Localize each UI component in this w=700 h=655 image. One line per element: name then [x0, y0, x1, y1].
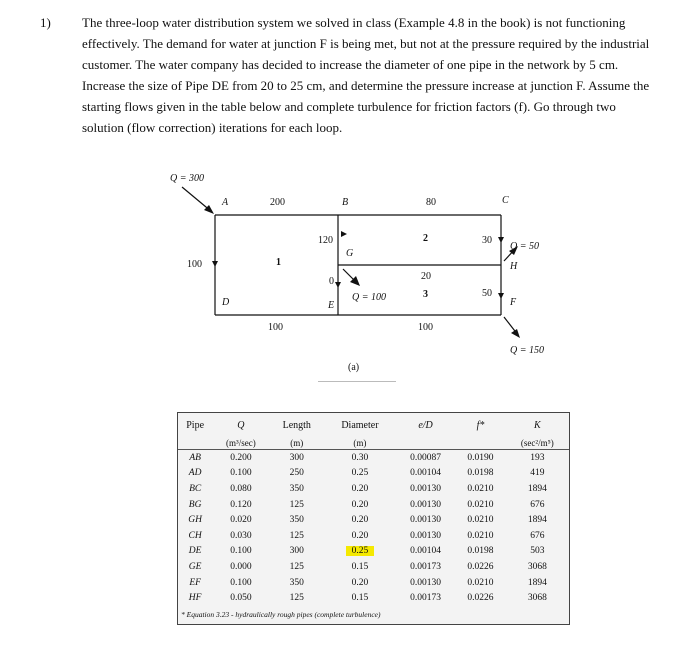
node-g-label: G [346, 248, 354, 259]
table-row: GE 0.000 125 0.15 0.00173 0.0226 3068 [188, 561, 547, 572]
flow-bg-arrow-icon [341, 231, 347, 237]
table-row: AB 0.200 300 0.30 0.00087 0.0190 193 [189, 452, 545, 463]
outflow-f-arrowhead [511, 329, 520, 338]
node-e-label: E [328, 300, 335, 311]
caption-divider [318, 381, 396, 382]
loop-3-label: 3 [423, 289, 428, 300]
table-row: DE 0.100 300 0.25 0.00104 0.0198 503 [188, 546, 545, 557]
table-row: BC 0.080 350 0.20 0.00130 0.0210 1894 [189, 483, 547, 494]
header-diameter: Diameter [341, 419, 379, 431]
flow-ge-arrow-icon [335, 282, 341, 288]
node-a-label: A [222, 197, 229, 208]
unit-k: (sec²/m⁵) [506, 437, 569, 450]
table-units-row [178, 437, 569, 450]
table-row: HF 0.050 125 0.15 0.00173 0.0226 3068 [188, 593, 547, 604]
header-pipe: Pipe [186, 419, 205, 431]
length-ef-label: 100 [418, 322, 433, 333]
header-friction-factor: f* [476, 419, 485, 431]
length-de-label: 100 [268, 322, 283, 333]
node-b-label: B [342, 197, 349, 208]
table-header-row [178, 413, 569, 437]
length-gh-label: 20 [421, 271, 431, 282]
inflow-label: Q = 300 [170, 173, 204, 184]
node-f-label: F [510, 297, 517, 308]
length-ad-label: 100 [187, 259, 202, 270]
table-row: AD 0.100 250 0.25 0.00104 0.0198 419 [188, 468, 545, 479]
flow-ad-arrow-icon [212, 261, 218, 267]
unit-diameter: (m) [324, 437, 396, 450]
flow-hf-arrow-icon [498, 293, 504, 299]
header-length: Length [282, 419, 311, 431]
node-d-label: D [222, 297, 230, 308]
flow-ch-arrow-icon [498, 237, 504, 243]
table-row: BG 0.120 125 0.20 0.00130 0.0210 676 [188, 499, 545, 510]
outflow-f-label: Q = 150 [510, 345, 544, 356]
loop-2-label: 2 [423, 233, 428, 244]
table-row: EF 0.100 350 0.20 0.00130 0.0210 1894 [189, 577, 547, 588]
length-ch-label: 30 [482, 235, 492, 246]
pipe-network-diagram [160, 165, 580, 375]
unit-friction-factor [455, 437, 505, 450]
pipe-data-table [177, 412, 570, 625]
diagram-caption: (a) [348, 362, 360, 373]
table-footnote: * Equation 3.23 - hydraulically rough pipes (complete turbulence) [181, 610, 381, 619]
length-bg-label: 120 [318, 235, 333, 246]
header-relative-roughness: e/D [418, 419, 433, 431]
length-ge-label: 0 [329, 276, 334, 287]
highlighted-diameter: 0.25 [346, 546, 375, 556]
loop-1-label: 1 [276, 257, 281, 268]
problem-statement [40, 12, 660, 138]
node-c-label: C [502, 195, 509, 206]
unit-pipe [178, 437, 212, 450]
problem-text: The three-loop water distribution system we solved in class (Example 4.8 in the book) is not functioning effectively. The demand for water at junction F is being met, but not at the pressure required by the industrial customer. The water company has decided to increase the diameter of one pipe in the network by 5 cm. Increase the size of Pipe DE from 20 to 25 cm, and determine the pressure increase at junction F. Assume the starting flows given in the table below and complete turbulence for friction factors (f). Go through two solution (flow correction) iterations for each loop. [82, 15, 650, 135]
header-k: K [533, 419, 541, 431]
length-hf-label: 50 [482, 288, 492, 299]
unit-q: (m³/sec) [212, 437, 269, 450]
problem-number: 1) [40, 15, 51, 30]
table-row: GH 0.020 350 0.20 0.00130 0.0210 1894 [188, 515, 547, 526]
header-q: Q [237, 419, 245, 431]
outflow-h-label: Q = 50 [510, 241, 539, 252]
table-row: CH 0.030 125 0.20 0.00130 0.0210 676 [188, 530, 545, 541]
node-h-label: H [510, 261, 518, 272]
unit-length: (m) [269, 437, 324, 450]
outflow-g-label: Q = 100 [352, 292, 386, 303]
unit-relative-roughness [396, 437, 456, 450]
length-ab-label: 200 [270, 197, 285, 208]
length-bc-label: 80 [426, 197, 436, 208]
